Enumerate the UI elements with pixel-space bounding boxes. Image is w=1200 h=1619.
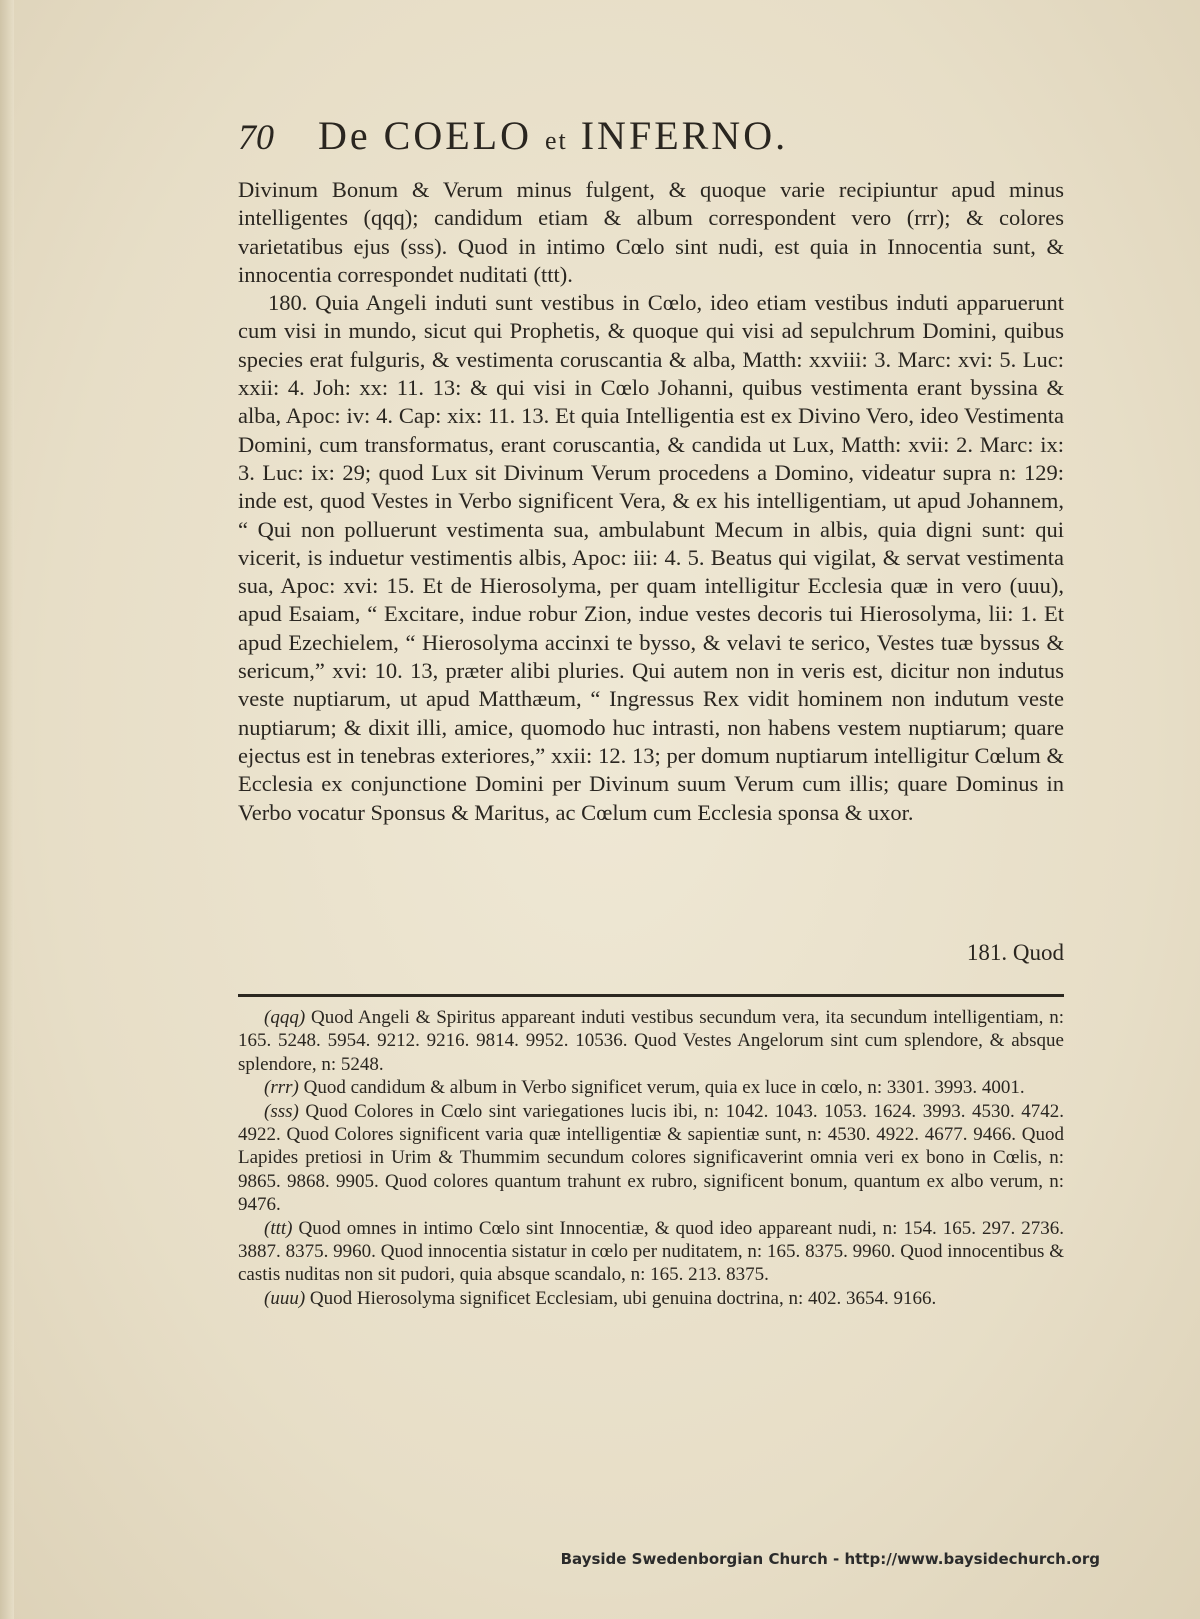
footnote-mark: (ttt)	[264, 1217, 293, 1239]
title-de: De	[318, 113, 371, 158]
paragraph-continued: Divinum Bonum & Verum minus fulgent, & quoque varie recipiuntur apud minus intelligentes (qqq); candidum etiam & album correspondent vero (rrr); & colores varietatibus ejus (sss). Quod in intimo Cœlo sint nudi, est quia in Innocentia sunt, & innocentia correspondet nuditati (ttt).	[238, 177, 1064, 287]
main-text	[238, 176, 1064, 827]
footnote-mark: (sss)	[264, 1100, 299, 1122]
footnote-text: Quod Angeli & Spiritus appareant induti vestibus secundum vera, ita secundum intelligentiam, n: 165. 5248. 5954. 9212. 9216. 9814. 9952. 10536. Quod Vestes Angelorum sint cum splendore, & absque splendore, n: 5248.	[238, 1007, 1065, 1075]
footnote-rule	[238, 994, 1064, 997]
catchword: 181. Quod	[966, 940, 1064, 965]
page-number: 70	[238, 117, 274, 157]
footnote-mark: (rrr)	[264, 1077, 299, 1099]
footnote-ttt	[238, 1217, 1064, 1287]
footnote-uuu	[238, 1287, 1064, 1310]
running-header	[238, 112, 1068, 172]
footnote-text: Quod Hierosolyma significet Ecclesiam, ubi genuina doctrina, n: 402. 3654. 9166.	[309, 1287, 937, 1309]
footnote-text: Quod omnes in intimo Cœlo sint Innocentiæ, & quod ideo appareant nudi, n: 154. 165. 297. 2736. 3887. 8375. 9960. Quod innocentia sistatur in cœlo per nuditatem, n: 165. 8375. 9960. Quod innocentibus & castis nuditas non sit pudori, quia absque scandalo, n: 165. 213. 8375.	[238, 1217, 1065, 1286]
paragraph-180: 180. Quia Angeli induti sunt vestibus in Cœlo, ideo etiam vestibus induti apparuerunt cum visi in mundo, sicut qui Prophetis, & quoque qui visi ad sepulchrum Domini, quibus species erat fulguris, & vestimenta coruscantia & alba, Matth: xxviii: 3. Marc: xvi: 5. Luc: xxii: 4. Joh: xx: 11. 13: & qui visi in Cœlo Johanni, quibus vestimenta erant byssina & alba, Apoc: iv: 4. Cap: xix: 11. 13. Et quia Intelligentia est ex Divino Vero, ideo Vestimenta Domini, cum transformatus, erant coruscantia, & candida ut Lux, Matth: xvii: 2. Marc: ix: 3. Luc: ix: 29; quod Lux sit Divinum Verum procedens a Domino, videatur supra n: 129: inde est, quod Vestes in Verbo significent Vera, & ex his intelligentiam, ut apud Johannem, “ Qui non polluerunt vestimenta sua, ambulabunt Mecum in albis, quia digni sunt: qui vicerit, is induetur vestimentis albis, Apoc: iii: 4. 5. Beatus qui vigilat, & servat vestimenta sua, Apoc: xvi: 15. Et de Hierosolyma, per quam intelligitur Ecclesia quæ in vero (uuu), apud Esaiam, “ Excitare, indue robur Zion, indue vestes decoris tui Hierosolyma, lii: 1. Et apud Ezechielem, “ Hierosolyma accinxi te bysso, & velavi te serico, Vestes tuæ byssus & sericum,” xvi: 10. 13, præter alibi pluries. Qui autem non in veris est, dicitur non indutus veste nuptiarum, ut apud Matthæum, “ Ingressus Rex vidit hominem non indutum veste nuptiarum; & dixit illi, amice, quomodo huc intrasti, non habens vestem nuptiarum; quare ejectus est in tenebras exteriores,” xxii: 12. 13; per domum nuptiarum intelligitur Cœlum & Ecclesia ex conjunctione Domini per Divinum suum Verum cum illis; quare Dominus in Verbo vocatur Sponsus & Maritus, ac Cœlum cum Ecclesia sponsa & uxor.	[238, 290, 1064, 825]
footnotes	[238, 1006, 1064, 1310]
running-title	[318, 112, 788, 159]
title-coelo: COELO	[383, 113, 532, 158]
footnote-sss	[238, 1100, 1064, 1217]
source-credit: Bayside Swedenborgian Church - http://www.baysidechurch.org	[560, 1550, 1100, 1568]
title-et: et	[544, 126, 568, 155]
footnote-text: Quod Colores in Cœlo sint variegationes lucis ibi, n: 1042. 1043. 1053. 1624. 3993. 4530. 4742. 4922. Quod Colores significent varia quæ intelligentiæ & sapientiæ sunt, n: 4530. 4922. 4677. 9466. Quod Lapides pretiosi in Urim & Thummim secundum colores significaverint omnia veri ex bono in Cœlis, n: 9865. 9868. 9905. Quod colores quantum trahunt ex rubro, significent bonum, quantum ex albo verum, n: 9476.	[238, 1100, 1064, 1216]
page-binding-edge	[0, 0, 14, 1619]
footnote-rrr	[238, 1076, 1064, 1099]
footnote-mark: (qqq)	[264, 1007, 306, 1028]
footnote-mark: (uuu)	[264, 1287, 306, 1309]
footnote-text: Quod candidum & album in Verbo significet verum, quia ex luce in cœlo, n: 3301. 3993. 4001.	[303, 1077, 1025, 1099]
title-inferno: INFERNO.	[580, 113, 789, 158]
footnote-qqq	[238, 1006, 1064, 1076]
